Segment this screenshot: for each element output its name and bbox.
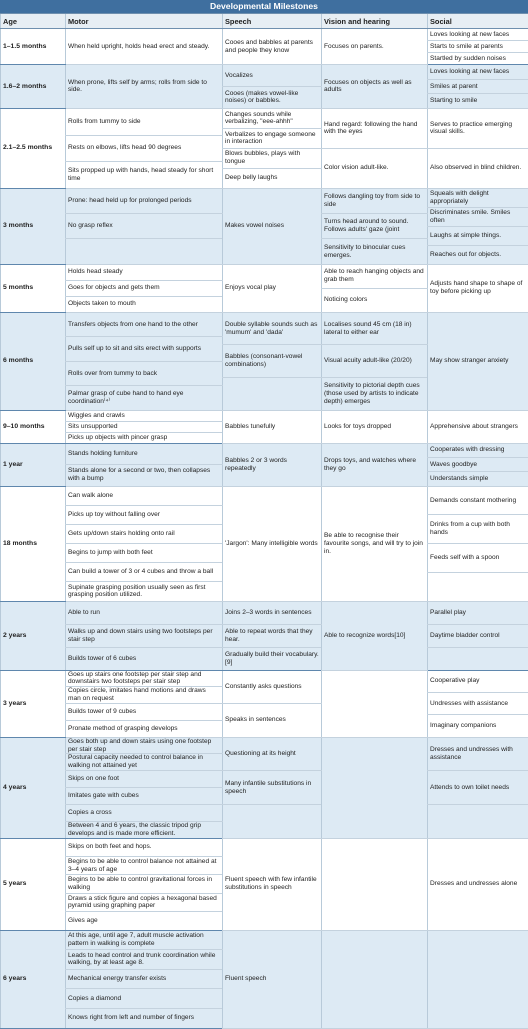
age-group	[1, 601, 528, 670]
social-cell: Undresses with assistance	[428, 692, 528, 714]
table-row	[1, 188, 528, 194]
speech-cell	[223, 378, 322, 411]
vision-hearing-cell: Looks for toys dropped	[322, 410, 428, 443]
header-row	[1, 14, 528, 29]
age-group	[1, 312, 528, 410]
header-vision-hearing: Vision and hearing	[322, 14, 428, 29]
age-group	[1, 737, 528, 838]
social-cell: Squeals with delight appropriately	[428, 188, 528, 207]
social-cell: Startled by sudden noises	[428, 53, 528, 65]
table-row	[1, 312, 528, 320]
header-motor: Motor	[66, 14, 223, 29]
social-cell: Serves to practice emerging visual skills.	[428, 108, 528, 148]
speech-cell: Changes sounds while verbalizing, "eee-ahhh"	[223, 108, 322, 128]
age-group	[1, 29, 528, 65]
motor-cell: Sits unsupported	[66, 421, 223, 432]
header-age: Age	[1, 14, 66, 29]
social-cell: Apprehensive about strangers	[428, 410, 528, 443]
vision-hearing-cell: Sensitivity to binocular cues emerges.	[322, 239, 428, 264]
vision-hearing-cell: Able to reach hanging objects and grab them	[322, 264, 428, 288]
social-cell: Imaginary companions	[428, 715, 528, 737]
social-cell: May show stranger anxiety	[428, 312, 528, 410]
vision-hearing-cell: Focuses on objects as well as adults	[322, 65, 428, 109]
social-cell: Feeds self with a spoon	[428, 544, 528, 573]
vision-hearing-cell: Turns head around to sound. Follows adults' gaze (joint	[322, 214, 428, 239]
motor-cell: Pronate method of grasping develops	[66, 720, 223, 737]
age-group	[1, 930, 528, 1028]
motor-cell: Walks up and down stairs using two footsteps per stair step	[66, 624, 223, 647]
speech-cell: Questioning at its height	[223, 737, 322, 771]
social-cell: Waves goodbye	[428, 457, 528, 471]
speech-cell: Blows bubbles, plays with tongue	[223, 148, 322, 168]
motor-cell: Picks up objects with pincer grasp	[66, 432, 223, 443]
vision-hearing-cell: Sensitivity to pictorial depth cues (those used by artists to indicate depth) emerges	[322, 378, 428, 411]
social-cell: Starts to smile at parents	[428, 41, 528, 53]
vision-hearing-cell: Hand regard: following the hand with the eyes	[322, 108, 428, 148]
vision-hearing-cell: Localises sound 45 cm (18 in) lateral to either ear	[322, 312, 428, 345]
table-row	[1, 838, 528, 856]
motor-cell: Skips on one foot	[66, 771, 223, 788]
motor-cell: Rolls over from tummy to back	[66, 361, 223, 385]
social-cell: Attends to own toilet needs	[428, 771, 528, 805]
motor-cell: Knows right from left and number of fingers	[66, 1008, 223, 1028]
social-cell: Parallel play	[428, 601, 528, 624]
motor-cell: Pulls self up to sit and sits erect with supports	[66, 337, 223, 361]
age-cell: 1 year	[1, 443, 66, 486]
table-row	[1, 737, 528, 754]
vision-hearing-cell: Color vision adult-like.	[322, 148, 428, 188]
motor-cell: Rests on elbows, lifts head 90 degrees	[66, 135, 223, 162]
social-cell: Dresses and undresses alone	[428, 838, 528, 930]
motor-cell: Palmar grasp of cube hand to hand eye coordination⁽⁴⁾	[66, 386, 223, 410]
motor-cell: Goes for objects and gets them	[66, 280, 223, 296]
age-cell: 9–10 months	[1, 410, 66, 443]
speech-cell: Vocalizes	[223, 65, 322, 87]
social-cell: Demands constant mothering	[428, 486, 528, 515]
social-cell: Loves looking at new faces	[428, 65, 528, 80]
speech-cell	[223, 804, 322, 838]
header-speech: Speech	[223, 14, 322, 29]
age-cell: 1–1.5 months	[1, 29, 66, 65]
age-cell: 3 years	[1, 670, 66, 737]
motor-cell: Imitates gate with cubes	[66, 788, 223, 805]
social-cell: Adjusts hand shape to shape of toy before picking up	[428, 264, 528, 312]
motor-cell: Wiggles and crawls	[66, 410, 223, 421]
motor-cell: No grasp reflex	[66, 214, 223, 239]
motor-cell: Holds head steady	[66, 264, 223, 280]
speech-cell: Babbles tunefully	[223, 410, 322, 443]
table-row	[1, 647, 528, 670]
speech-cell: Constantly asks questions	[223, 670, 322, 704]
vision-hearing-cell: Drops toys, and watches where they go	[322, 443, 428, 486]
table-row	[1, 670, 528, 676]
age-group	[1, 838, 528, 930]
motor-cell: When prone, lifts self by arms; rolls from side to side.	[66, 65, 223, 109]
age-group	[1, 443, 528, 486]
speech-cell: Joins 2–3 words in sentences	[223, 601, 322, 624]
social-cell	[428, 572, 528, 601]
table-row	[1, 264, 528, 272]
speech-cell: Fluent speech with few infantile substitutions in speech	[223, 838, 322, 930]
motor-cell	[66, 239, 223, 264]
motor-cell: Postural capacity needed to control balance in walking not attained yet	[66, 754, 223, 771]
vision-hearing-cell	[322, 930, 428, 1028]
motor-cell: Begins to jump with both feet	[66, 544, 223, 563]
vision-hearing-cell: Be able to recognise their favourite songs, and will try to join in.	[322, 486, 428, 601]
motor-cell: Rolls from tummy to side	[66, 108, 223, 135]
table-row	[1, 804, 528, 821]
motor-cell: Mechanical energy transfer exists	[66, 969, 223, 989]
motor-cell: Able to run	[66, 601, 223, 624]
motor-cell: Begins to be able to control gravitational forces in walking	[66, 875, 223, 893]
age-group	[1, 65, 528, 109]
table-row	[1, 771, 528, 788]
table-row	[1, 601, 528, 624]
motor-cell: Transfers objects from one hand to the other	[66, 312, 223, 336]
age-cell: 5 years	[1, 838, 66, 930]
social-cell: Loves looking at new faces	[428, 29, 528, 41]
speech-cell: Makes vowel noises	[223, 188, 322, 264]
vision-hearing-cell: Focuses on parents.	[322, 29, 428, 65]
motor-cell: Builds tower of 9 cubes	[66, 704, 223, 721]
vision-hearing-cell: Visual acuity adult-like (20/20)	[322, 345, 428, 378]
speech-cell: Cooes (makes vowel-like noises) or babbles.	[223, 86, 322, 108]
social-cell: Cooperates with dressing	[428, 443, 528, 457]
speech-cell: Babbles 2 or 3 words repeatedly	[223, 443, 322, 486]
social-cell	[428, 804, 528, 838]
table-row	[1, 443, 528, 450]
milestones-table	[0, 13, 528, 1029]
table-title: Developmental Milestones	[0, 0, 528, 13]
social-cell: Daytime bladder control	[428, 624, 528, 647]
table-row	[1, 29, 528, 41]
age-cell: 6 months	[1, 312, 66, 410]
age-cell: 6 years	[1, 930, 66, 1028]
social-cell: Laughs at simple things.	[428, 226, 528, 245]
motor-cell: Copies circle, imitates hand motions and draws man on request	[66, 687, 223, 704]
header-social: Social	[428, 14, 528, 29]
social-cell: Cooperative play	[428, 670, 528, 692]
social-cell	[428, 647, 528, 670]
social-cell: Smiles at parent	[428, 79, 528, 94]
age-group	[1, 108, 528, 188]
motor-cell: Gives age	[66, 912, 223, 930]
motor-cell: Prone: head held up for prolonged periods	[66, 188, 223, 213]
age-group	[1, 410, 528, 443]
age-group	[1, 188, 528, 264]
social-cell: Starting to smile	[428, 94, 528, 109]
vision-hearing-cell: Follows dangling toy from side to side	[322, 188, 428, 213]
social-cell	[428, 930, 528, 1028]
motor-cell: Stands alone for a second or two, then collapses with a bump	[66, 465, 223, 486]
vision-hearing-cell	[322, 670, 428, 737]
age-group	[1, 670, 528, 737]
motor-cell: Copies a cross	[66, 804, 223, 821]
speech-cell: Verbalizes to engage someone in interaction	[223, 128, 322, 148]
age-cell: 18 months	[1, 486, 66, 601]
motor-cell: Draws a stick figure and copies a hexagonal based pyramid using graphing paper	[66, 893, 223, 911]
table-row	[1, 930, 528, 950]
motor-cell: Leads to head control and trunk coordination while walking, by at least age 8.	[66, 950, 223, 970]
age-group	[1, 486, 528, 601]
speech-cell: Many infantile substitutions in speech	[223, 771, 322, 805]
motor-cell: Goes up stairs one footstep per stair step and downstairs two footsteps per stair step	[66, 670, 223, 687]
age-cell: 3 months	[1, 188, 66, 264]
motor-cell: Goes both up and down stairs using one footstep per stair step	[66, 737, 223, 754]
motor-cell: Begins to be able to control balance not attained at 3–4 years of age	[66, 856, 223, 874]
table-row	[1, 624, 528, 647]
age-cell: 2 years	[1, 601, 66, 670]
table-row	[1, 410, 528, 421]
vision-hearing-cell: Able to recognize words[10]	[322, 601, 428, 670]
motor-cell: Can build a tower of 3 or 4 cubes and throw a ball	[66, 563, 223, 582]
vision-hearing-cell: Noticing colors	[322, 288, 428, 312]
speech-cell: Enjoys vocal play	[223, 264, 322, 312]
speech-cell: 'Jargon': Many intelligible words	[223, 486, 322, 601]
speech-cell: Fluent speech	[223, 930, 322, 1028]
speech-cell: Cooes and babbles at parents and people they know	[223, 29, 322, 65]
age-cell: 1.6–2 months	[1, 65, 66, 109]
motor-cell: Picks up toy without falling over	[66, 505, 223, 524]
motor-cell: Sits propped up with hands, head steady for short time	[66, 162, 223, 189]
social-cell: Dresses and undresses with assistance	[428, 737, 528, 771]
table-row	[1, 486, 528, 496]
age-cell: 2.1–2.5 months	[1, 108, 66, 188]
motor-cell: Builds tower of 6 cubes	[66, 647, 223, 670]
age-cell: 4 years	[1, 737, 66, 838]
vision-hearing-cell	[322, 838, 428, 930]
speech-cell: Double syllable sounds such as 'mumum' and 'dada'	[223, 312, 322, 345]
table-row	[1, 108, 528, 115]
speech-cell: Speaks in sentences	[223, 704, 322, 737]
speech-cell: Gradually build their vocabulary.[9]	[223, 647, 322, 670]
motor-cell: Stands holding furniture	[66, 443, 223, 464]
age-cell: 5 months	[1, 264, 66, 312]
age-group	[1, 264, 528, 312]
motor-cell: At this age, until age 7, adult muscle activation pattern in walking is complete	[66, 930, 223, 950]
motor-cell: Can walk alone	[66, 486, 223, 505]
motor-cell: Objects taken to mouth	[66, 296, 223, 312]
social-cell: Also observed in blind children.	[428, 148, 528, 188]
social-cell: Reaches out for objects.	[428, 245, 528, 264]
motor-cell: Between 4 and 6 years, the classic tripod grip develops and is made more efficient.	[66, 821, 223, 838]
motor-cell: When held upright, holds head erect and steady.	[66, 29, 223, 65]
social-cell: Discriminates smile. Smiles often	[428, 207, 528, 226]
speech-cell: Deep belly laughs	[223, 168, 322, 188]
motor-cell: Gets up/down stairs holding onto rail	[66, 524, 223, 543]
motor-cell: Supinate grasping position usually seen as first grasping position utilized.	[66, 582, 223, 601]
motor-cell: Copies a diamond	[66, 989, 223, 1009]
speech-cell: Babbles (consonant-vowel combinations)	[223, 345, 322, 378]
social-cell: Understands simple	[428, 472, 528, 486]
social-cell: Drinks from a cup with both hands	[428, 515, 528, 544]
table-row	[1, 65, 528, 72]
motor-cell: Skips on both feet and hops.	[66, 838, 223, 856]
speech-cell: Able to repeat words that they hear.	[223, 624, 322, 647]
vision-hearing-cell	[322, 737, 428, 838]
